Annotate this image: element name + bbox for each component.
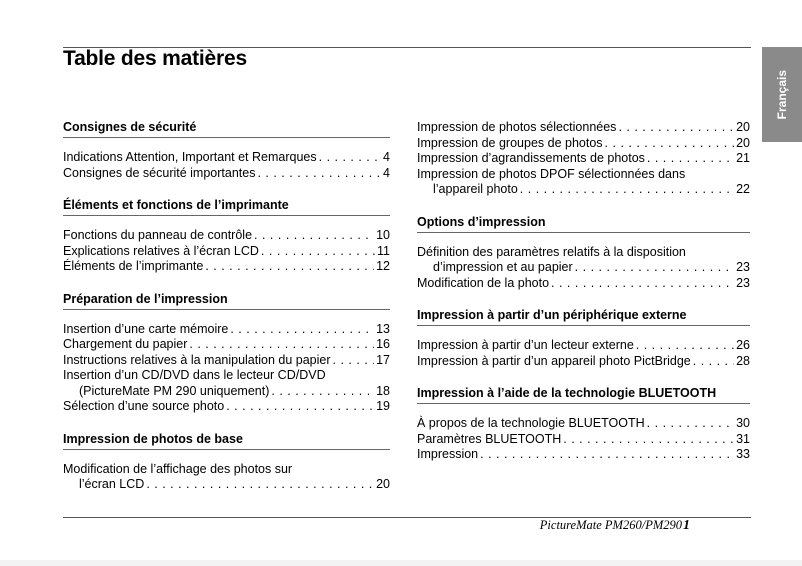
toc-entry-line: Impression de photos DPOF sélectionnées dans xyxy=(417,166,686,181)
dot-leader xyxy=(618,120,734,136)
dot-leader xyxy=(254,228,374,244)
toc-entry-title: Explications relatives à l’écran LCD xyxy=(63,243,259,258)
toc-page-number: 4 xyxy=(383,165,390,180)
toc-entry-title: Impression de photos sélectionnées xyxy=(417,120,617,134)
page-title: Table des matières xyxy=(63,47,247,70)
toc-entry-title: Fonctions du panneau de contrôle xyxy=(63,228,253,242)
toc-entry-title: Impression à partir d’un appareil photo PictBridge xyxy=(417,353,691,368)
footer-model: PictureMate PM260/PM290 xyxy=(539,518,682,532)
toc-entry[interactable] xyxy=(417,447,750,463)
dot-leader xyxy=(230,322,374,338)
toc-entry-title: Impression à partir d’un lecteur externe xyxy=(417,338,634,352)
toc-section xyxy=(417,120,750,198)
toc-entry-title: Paramètres BLUETOOTH xyxy=(417,431,562,446)
toc-entry[interactable] xyxy=(417,182,750,198)
dot-leader xyxy=(480,447,734,463)
toc-entry[interactable] xyxy=(417,338,750,354)
toc-page-number: 30 xyxy=(736,416,750,430)
dot-leader xyxy=(226,399,374,415)
dot-leader xyxy=(551,276,734,292)
toc-entry-line: Insertion d’un CD/DVD dans le lecteur CD/DVD xyxy=(63,368,326,382)
dot-leader xyxy=(333,353,375,369)
toc-entry-title: d’impression et au papier xyxy=(433,260,573,274)
toc-page-number: 31 xyxy=(736,431,750,446)
toc-page-number: 13 xyxy=(376,321,390,336)
toc-page-number: 18 xyxy=(376,383,390,398)
bottom-band xyxy=(0,560,802,566)
page-number: 1 xyxy=(683,518,690,533)
toc-section xyxy=(63,432,390,493)
toc-page-number: 20 xyxy=(736,135,750,150)
toc-entry[interactable] xyxy=(417,136,750,152)
toc-entry-line: Modification de l’affichage des photos sur xyxy=(63,461,293,476)
dot-leader xyxy=(693,354,734,370)
dot-leader xyxy=(257,166,381,182)
toc-section xyxy=(417,308,750,369)
section-heading: Éléments et fonctions de l’imprimante xyxy=(63,198,390,216)
toc-entry-title: Impression d’agrandissements de photos xyxy=(417,151,645,165)
dot-leader xyxy=(261,244,375,260)
toc-page-number: 23 xyxy=(736,260,750,274)
toc-page-number: 28 xyxy=(736,353,750,368)
toc-left-column xyxy=(63,120,390,510)
toc-entry[interactable] xyxy=(417,151,750,167)
dot-leader xyxy=(146,477,374,493)
section-heading: Préparation de l’impression xyxy=(63,292,390,310)
toc-entry-title: Modification de la photo xyxy=(417,275,550,290)
section-heading: Impression à partir d’un périphérique externe xyxy=(417,308,750,326)
toc-page-number: 10 xyxy=(376,228,390,242)
toc-page-number: 4 xyxy=(383,150,390,164)
toc-entry[interactable] xyxy=(63,337,390,353)
toc-entry-title: Indications Attention, Important et Remarques xyxy=(63,150,317,164)
toc-page-number: 11 xyxy=(377,243,390,258)
toc-entry-title: (PictureMate PM 290 uniquement) xyxy=(79,383,270,398)
toc-entry-title: Éléments de l’imprimante xyxy=(63,259,204,273)
dot-leader xyxy=(605,136,735,152)
toc-page-number: 22 xyxy=(736,182,750,196)
toc-page-number: 23 xyxy=(736,275,750,290)
toc-page-number: 19 xyxy=(376,399,390,413)
toc-entry[interactable] xyxy=(63,150,390,166)
toc-entry[interactable] xyxy=(63,477,390,493)
toc-entry-title: Instructions relatives à la manipulation du papier xyxy=(63,352,331,367)
toc-entry-title: Insertion d’une carte mémoire xyxy=(63,321,229,336)
toc-page-number: 12 xyxy=(376,259,390,273)
dot-leader xyxy=(271,384,374,400)
section-heading: Impression de photos de base xyxy=(63,432,390,450)
toc-entry[interactable] xyxy=(417,276,750,292)
toc-entry[interactable] xyxy=(63,228,390,244)
toc-entry[interactable] xyxy=(63,322,390,338)
toc-entry[interactable] xyxy=(63,244,390,260)
page-footer xyxy=(540,518,690,534)
language-tab-label: Français xyxy=(775,69,789,120)
toc-page-number: 20 xyxy=(736,120,750,134)
language-tab xyxy=(762,47,802,142)
dot-leader xyxy=(647,151,734,167)
dot-leader xyxy=(575,260,734,276)
toc-entry[interactable] xyxy=(63,384,390,400)
toc-entry-title: À propos de la technologie BLUETOOTH xyxy=(417,416,645,430)
toc-page-number: 20 xyxy=(376,477,390,491)
section-heading: Impression à l’aide de la technologie BLUETOOTH xyxy=(417,386,750,404)
toc-entry[interactable] xyxy=(417,354,750,370)
toc-entry[interactable] xyxy=(63,399,390,415)
toc-entry-title: Impression de groupes de photos xyxy=(417,135,603,150)
toc-section xyxy=(63,120,390,181)
section-heading: Options d’impression xyxy=(417,215,750,233)
toc-entry-title: Sélection d’une source photo xyxy=(63,399,225,413)
section-heading: Consignes de sécurité xyxy=(63,120,390,138)
toc-section xyxy=(63,198,390,275)
toc-page-number: 26 xyxy=(736,338,750,352)
toc-page-number: 17 xyxy=(376,352,390,367)
toc-entry[interactable] xyxy=(63,166,390,182)
toc-right-column xyxy=(417,120,750,480)
toc-entry-title: Consignes de sécurité importantes xyxy=(63,165,256,180)
toc-page-number: 16 xyxy=(376,337,390,351)
dot-leader xyxy=(189,337,374,353)
toc-section xyxy=(417,386,750,463)
toc-section xyxy=(63,292,390,415)
dot-leader xyxy=(636,338,734,354)
toc-entry-title: Chargement du papier xyxy=(63,337,188,351)
toc-entry[interactable] xyxy=(63,353,390,369)
toc-entry-title: l’appareil photo xyxy=(433,182,518,196)
toc-page-number: 21 xyxy=(736,151,750,165)
dot-leader xyxy=(647,416,734,432)
dot-leader xyxy=(563,432,734,448)
toc-entry[interactable] xyxy=(417,432,750,448)
toc-entry-title: l’écran LCD xyxy=(79,477,145,491)
toc-entry-title: Impression xyxy=(417,447,479,461)
toc-entry[interactable] xyxy=(417,416,750,432)
toc-page-number: 33 xyxy=(736,447,750,461)
toc-entry-line: Définition des paramètres relatifs à la disposition xyxy=(417,244,686,259)
toc-entry[interactable] xyxy=(417,120,750,136)
dot-leader xyxy=(319,150,381,166)
toc-entry[interactable] xyxy=(417,260,750,276)
toc-section xyxy=(417,215,750,292)
dot-leader xyxy=(520,182,734,198)
toc-entry[interactable] xyxy=(63,259,390,275)
dot-leader xyxy=(205,259,374,275)
